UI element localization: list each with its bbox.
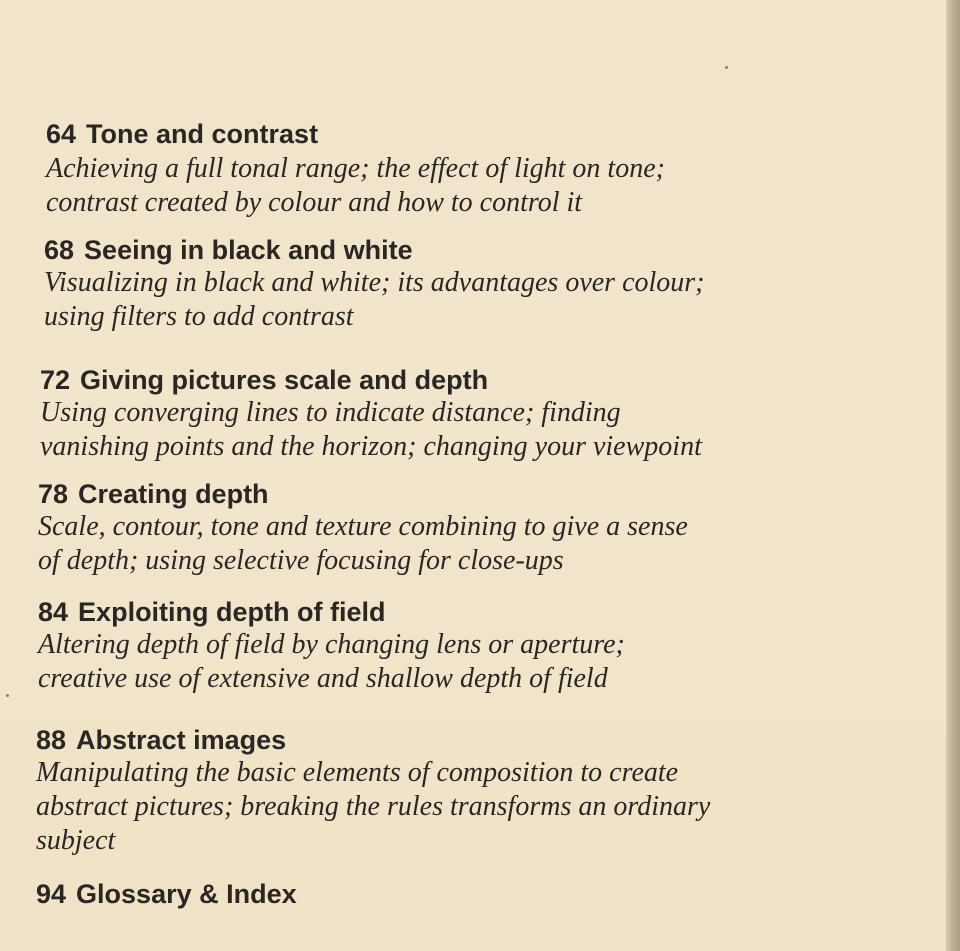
description-line: subject: [36, 825, 116, 856]
description-line: vanishing points and the horizon; changing your viewpoint: [40, 431, 702, 462]
page-number: 78: [38, 479, 69, 509]
entry-heading: [36, 878, 297, 910]
contents-entry: [38, 478, 688, 578]
entry-description: [38, 510, 688, 578]
entry-heading: [36, 724, 710, 756]
description-line: of depth; using selective focusing for close-ups: [38, 545, 564, 576]
entry-description: [46, 152, 665, 220]
description-line: Visualizing in black and white; its advantages over colour;: [44, 267, 705, 298]
entry-heading: [38, 478, 688, 510]
contents-entry: [36, 878, 297, 910]
entry-heading: [38, 596, 625, 628]
page-number: 64: [46, 119, 77, 149]
entry-title: Tone and contrast: [86, 119, 319, 149]
entry-title: Creating depth: [78, 479, 269, 509]
entry-description: [44, 266, 705, 334]
paper-speck: [725, 66, 728, 69]
entry-title: Glossary & Index: [76, 879, 297, 909]
entry-description: [38, 628, 625, 696]
description-line: creative use of extensive and shallow depth of field: [38, 663, 608, 694]
page-number: 72: [40, 365, 71, 395]
page-number: 94: [36, 879, 67, 909]
description-line: contrast created by colour and how to control it: [46, 187, 583, 218]
entry-title: Seeing in black and white: [84, 235, 413, 265]
entry-heading: [44, 234, 705, 266]
entry-title: Exploiting depth of field: [78, 597, 386, 627]
page-number: 88: [36, 725, 67, 755]
page-number: 84: [38, 597, 69, 627]
description-line: Altering depth of field by changing lens or aperture;: [38, 629, 625, 660]
entry-heading: [46, 118, 665, 150]
entry-title: Abstract images: [76, 725, 287, 755]
page-edge: [946, 0, 960, 951]
description-line: Manipulating the basic elements of composition to create: [36, 757, 679, 788]
description-line: using filters to add contrast: [44, 301, 354, 332]
page-number: 68: [44, 235, 75, 265]
description-line: Using converging lines to indicate distance; finding: [40, 397, 621, 428]
paper-speck: [6, 694, 9, 697]
contents-entry: [44, 234, 705, 334]
contents-entry: [46, 118, 665, 220]
entry-heading: [40, 364, 702, 396]
description-line: Scale, contour, tone and texture combining to give a sense: [38, 511, 688, 542]
contents-entry: [36, 724, 710, 858]
entry-description: [40, 396, 702, 464]
contents-entry: [40, 364, 702, 464]
entry-description: [36, 756, 710, 858]
entry-title: Giving pictures scale and depth: [80, 365, 489, 395]
description-line: abstract pictures; breaking the rules transforms an ordinary: [36, 791, 711, 822]
description-line: Achieving a full tonal range; the effect of light on tone;: [46, 153, 665, 184]
contents-entry: [38, 596, 625, 696]
